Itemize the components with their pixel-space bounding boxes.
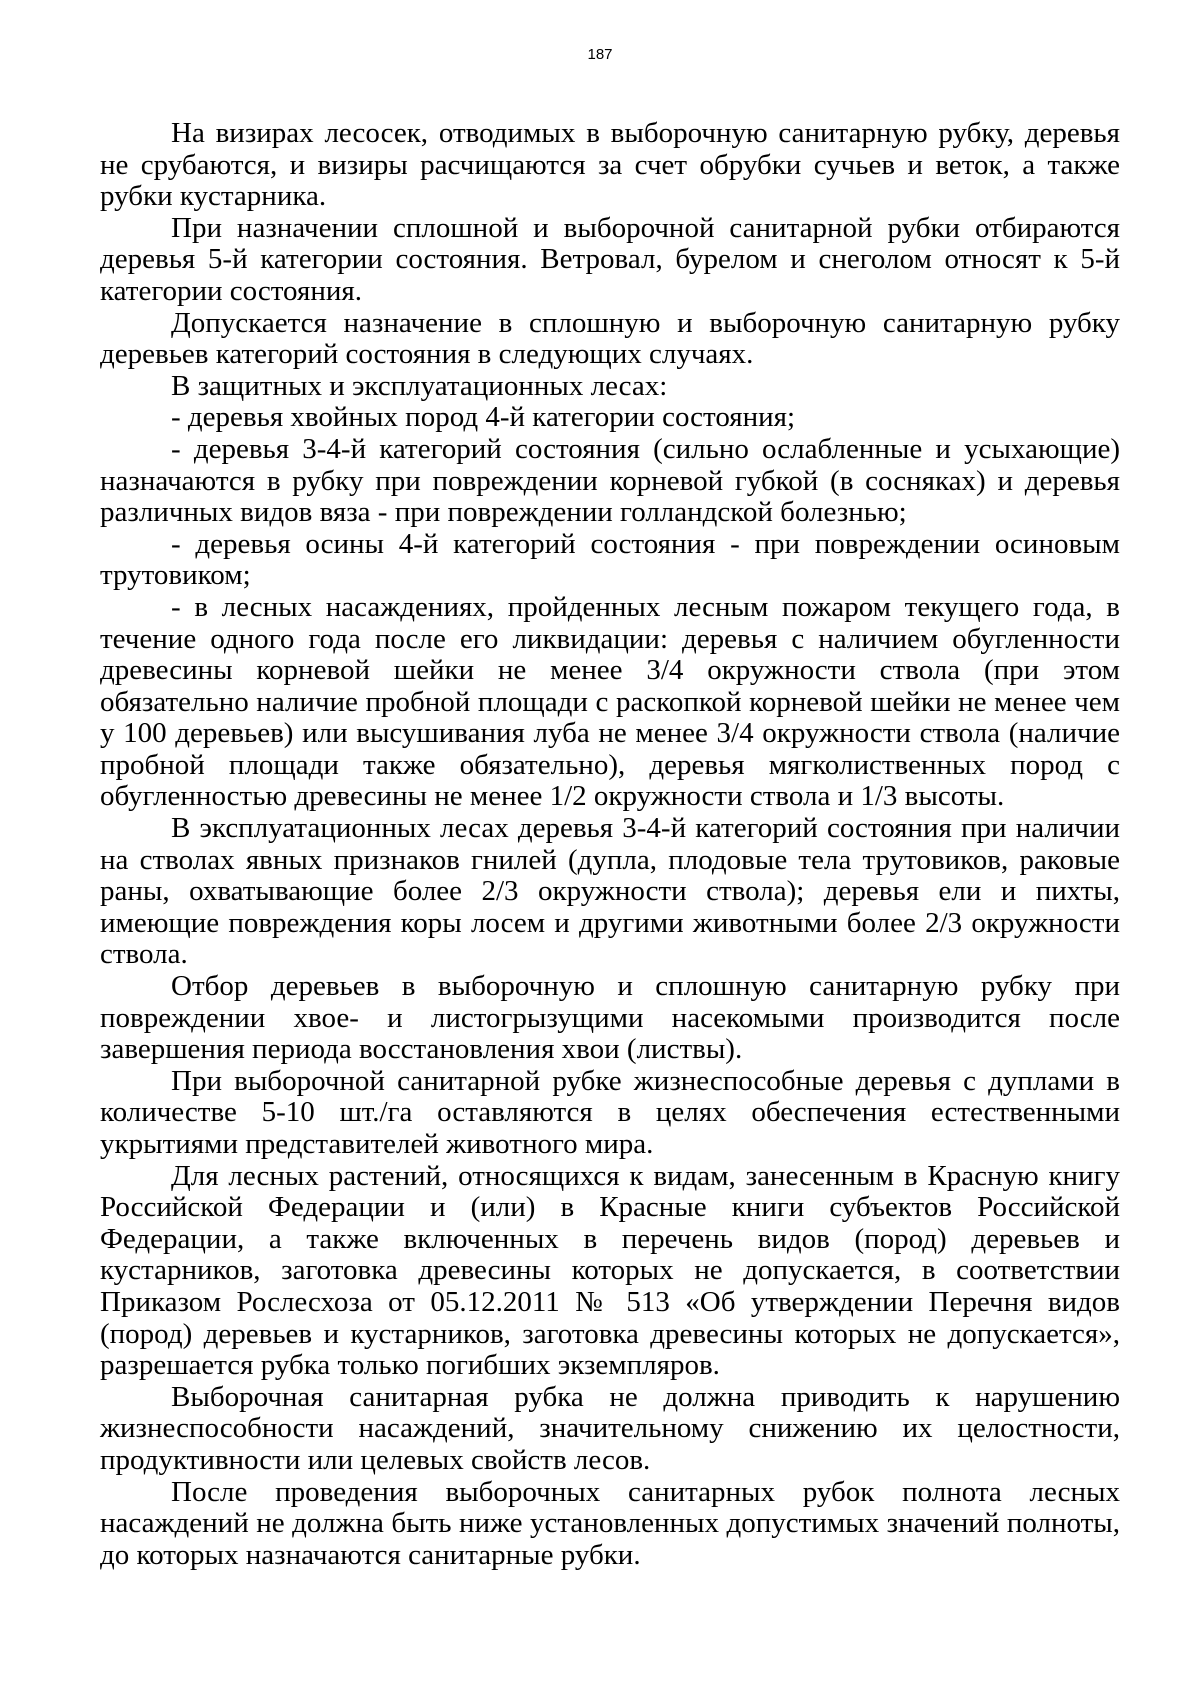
paragraph-permitted-assignment: Допускается назначение в сплошную и выборочную санитарную рубку деревьев категорий состояния в следующих случаях. [100, 306, 1120, 371]
paragraph-exploitation-forests-rot: В эксплуатационных лесах деревья 3-4-й категорий состояния при наличии на стволах явных признаков гнилей (дупла, плодовые тела трутовиков, раковые раны, охватывающие более 2/3 окружности ствола); деревья ели и пихты, имеющие повреждения коры лосем и другими животными более 2/3 окружности ствола. [100, 812, 1120, 971]
paragraph-hollow-trees-retention: При выборочной санитарной рубке жизнеспособные деревья с дуплами в количестве 5-10 шт./га оставляются в целях обеспечения естественными укрытиями представителей животного мира. [100, 1064, 1120, 1160]
paragraph-sanitary-clearing-sightlines: На визирах лесосек, отводимых в выборочную санитарную рубку, деревья не срубаются, и визиры расчищаются за счет обрубки сучьев и веток, а также рубки кустарника. [100, 117, 1120, 213]
list-item-fire-damaged-stands: - в лесных насаждениях, пройденных лесным пожаром текущего года, в течение одного года после его ликвидации: деревья с наличием обугленности древесины корневой шейки не менее 3/4 окружности ствола (при этом обязательно наличие пробной площади с раскопкой корневой шейки не менее чем у 100 деревьев) или высушивания луба не менее 3/4 окружности ствола (наличие пробной площади также обязательно), деревья мягколиственных пород с обугленностью древесины не менее 1/2 окружности ствола и 1/3 высоты. [100, 590, 1120, 813]
list-item-coniferous-category-4: - деревья хвойных пород 4-й категории состояния; [171, 401, 796, 434]
paragraph-stand-density-after-cutting: После проведения выборочных санитарных рубок полнота лесных насаждений не должна быть ниже установленных допустимых значений полноты, до которых назначаются санитарные рубки. [100, 1475, 1120, 1571]
paragraph-protective-forests-heading: В защитных и эксплуатационных лесах: [171, 369, 668, 402]
paragraph-category-5-selection: При назначении сплошной и выборочной санитарной рубки отбираются деревья 5-й категории состояния. Ветровал, бурелом и снеголом относят к 5-й категории состояния. [100, 211, 1120, 307]
paragraph-viability-requirement: Выборочная санитарная рубка не должна приводить к нарушению жизнеспособности насаждений, значительному снижению их целостности, продуктивности или целевых свойств лесов. [100, 1380, 1120, 1476]
list-item-category-3-4-root-fungus: - деревья 3-4-й категорий состояния (сильно ослабленные и усыхающие) назначаются в рубку при повреждении корневой губкой (в сосняках) и деревья различных видов вяза - при повреждении голландской болезнью; [100, 432, 1120, 529]
list-item-aspen-category-4: - деревья осины 4-й категорий состояния - при повреждении осиновым трутовиком; [100, 527, 1120, 592]
paragraph-red-book-species: Для лесных растений, относящихся к видам, занесенным в Красную книгу Российской Федерации и (или) в Красные книги субъектов Российской Федерации, а также включенных в перечень видов (пород) деревьев и кустарников, заготовка древесины которых не допускается, в соответствии Приказом Рослесхоза от 05.12.2011 № 513 «Об утверждении Перечня видов (пород) деревьев и кустарников, заготовка древесины которых не допускается», разрешается рубка только погибших экземпляров. [100, 1159, 1120, 1382]
page-number: 187 [587, 46, 613, 63]
paragraph-insect-damage-selection: Отбор деревьев в выборочную и сплошную санитарную рубку при повреждении хвое- и листогрызущими насекомыми производится после завершения периода восстановления хвои (листвы). [100, 970, 1120, 1066]
body-text [100, 118, 1120, 1571]
